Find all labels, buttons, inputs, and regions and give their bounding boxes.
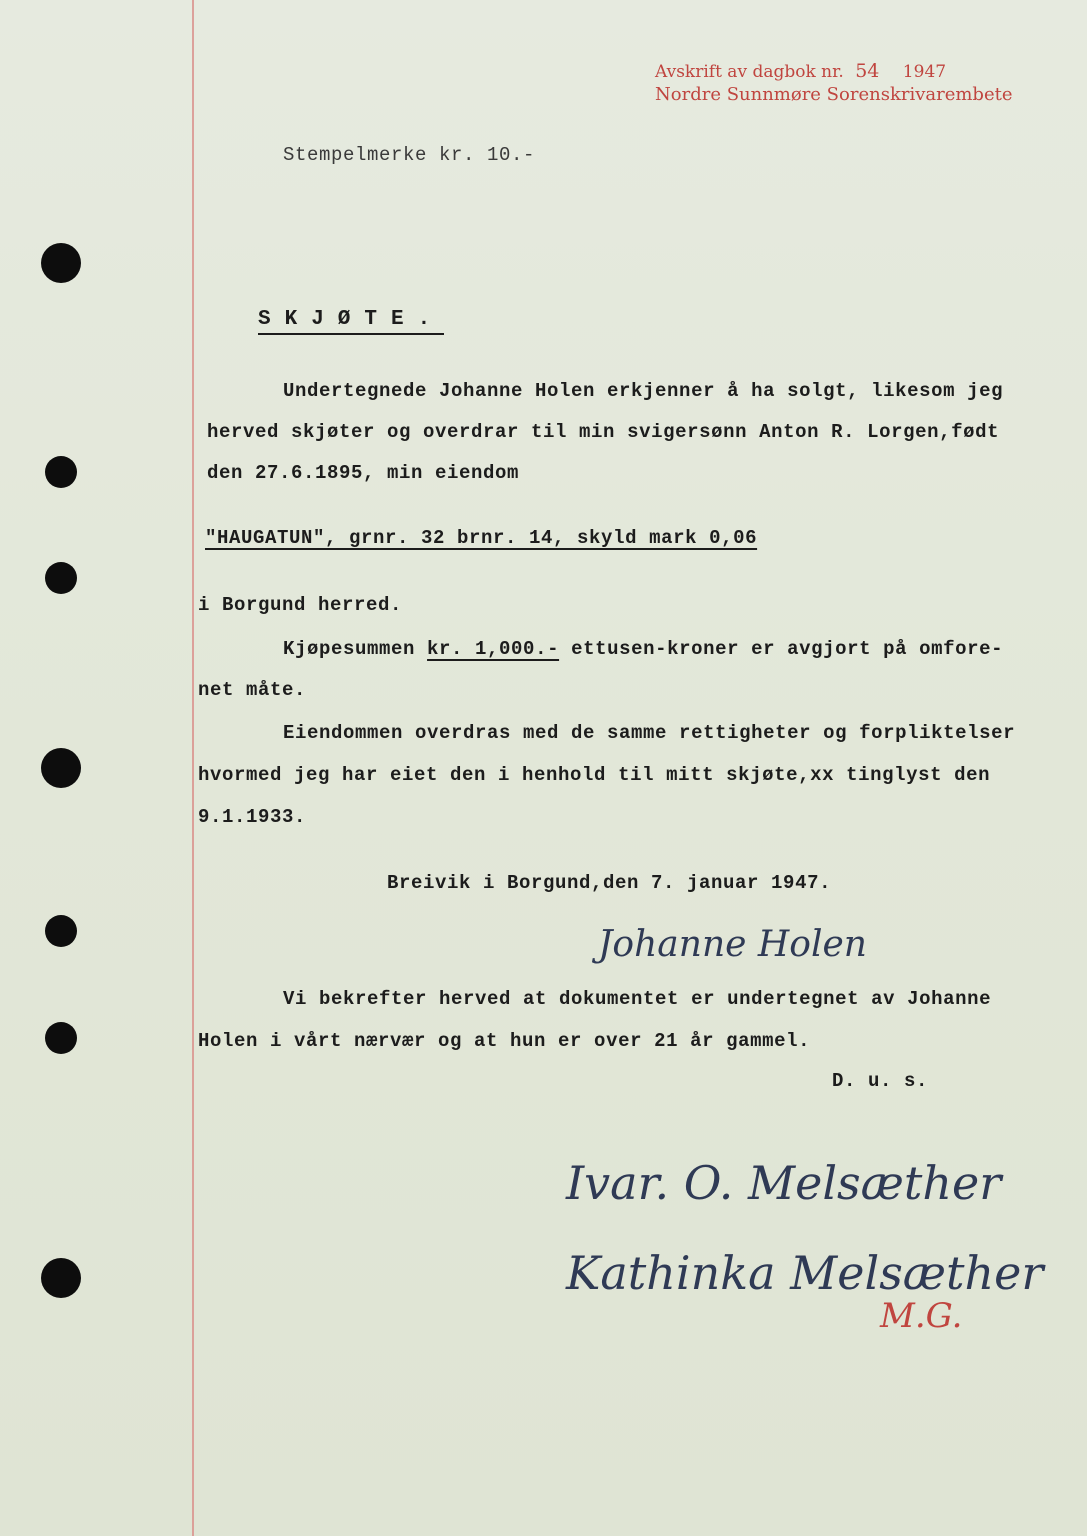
paragraph-1-line-3: den 27.6.1895, min eiendom [207, 462, 520, 484]
punch-hole [41, 243, 81, 283]
witness-signature-1: Ivar. O. Melsæther [566, 1156, 1002, 1210]
punch-hole [45, 456, 77, 488]
paragraph-1-line-1: Undertegnede Johanne Holen erkjenner å ha solgt, likesom jeg [283, 380, 1004, 402]
paragraph-5-line-1: Vi bekrefter herved at dokumentet er undertegnet av Johanne [283, 988, 992, 1010]
document-title: SKJØTE. [258, 308, 444, 335]
paragraph-4-line-1: Eiendommen overdras med de samme rettigheter og forpliktelser [283, 722, 1016, 744]
paragraph-4-line-2: hvormed jeg har eiet den i henhold til mitt skjøte,xx tinglyst den [198, 764, 991, 786]
initials-mark: M.G. [880, 1296, 963, 1336]
purchase-price-label: Kjøpesummen [283, 638, 416, 660]
witness-signature-2: Kathinka Melsæther [566, 1246, 1044, 1300]
dagbok-number: 54 [855, 60, 880, 82]
punch-hole [45, 915, 77, 947]
paragraph-2-line-1: i Borgund herred. [198, 594, 403, 616]
purchase-price-amount: kr. 1,000.- [427, 638, 560, 660]
stamp-prefix: Avskrift av dagbok nr. [655, 62, 844, 82]
paragraph-5-line-2: Holen i vårt nærvær og at hun er over 21 år gammel. [198, 1030, 811, 1052]
purchase-price-words: ettusen-kroner er avgjort på omfore- [571, 638, 1004, 660]
stamp-year-prefix: 19 [902, 62, 925, 82]
punch-hole [45, 1022, 77, 1054]
paragraph-1-line-2: herved skjøter og overdrar til min svigersønn Anton R. Lorgen,født [207, 421, 1000, 443]
place-date: Breivik i Borgund,den 7. januar 1947. [387, 872, 832, 894]
stamp-year-suffix: 47 [924, 62, 947, 82]
punch-hole [45, 562, 77, 594]
punch-hole [41, 1258, 81, 1298]
punch-hole [41, 748, 81, 788]
paragraph-3-line-2: net måte. [198, 679, 307, 701]
dus-abbreviation: D. u. s. [832, 1070, 929, 1092]
paragraph-3-line-1 [283, 638, 1003, 660]
paragraph-4-line-3: 9.1.1933. [198, 806, 307, 828]
property-description: "HAUGATUN", grnr. 32 brnr. 14, skyld mark 0,06 [205, 527, 758, 549]
seller-signature: Johanne Holen [598, 924, 867, 965]
stamp-line-1 [655, 60, 946, 82]
margin-line [192, 0, 194, 1536]
stamp-office: Nordre Sunnmøre Sorenskrivarembete [655, 84, 1013, 105]
stempelmerke: Stempelmerke kr. 10.- [283, 144, 536, 166]
